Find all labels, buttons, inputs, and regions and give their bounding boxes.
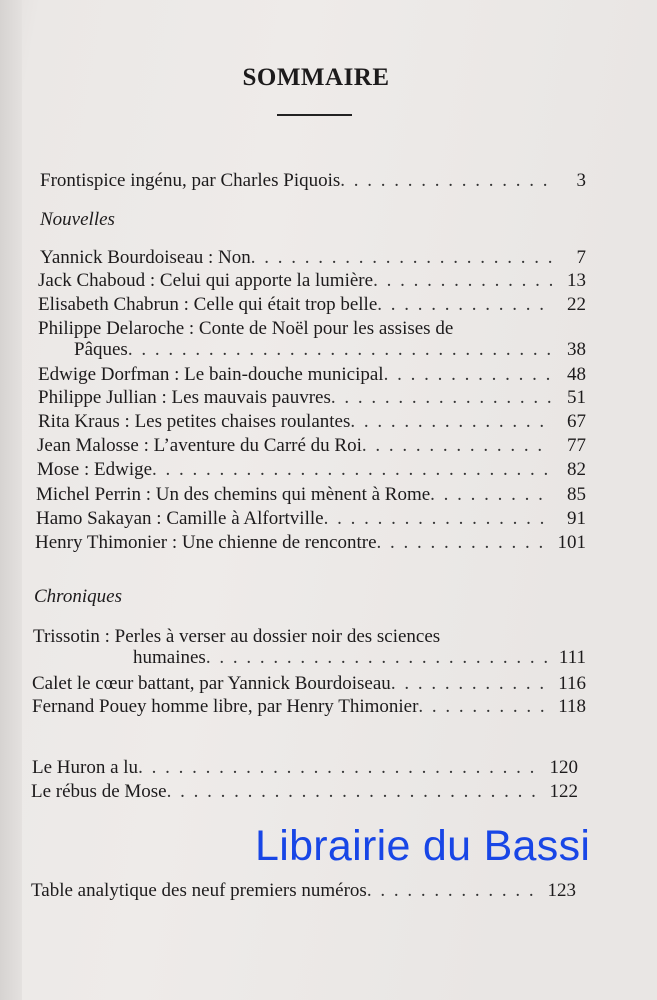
entry-page: 82	[567, 459, 586, 480]
toc-entry	[38, 411, 586, 432]
book-spine	[0, 0, 22, 1000]
leader-dots	[362, 435, 552, 456]
leader-dots	[384, 364, 552, 385]
leader-dots	[367, 880, 542, 901]
entry-page: 91	[567, 508, 586, 529]
leader-dots	[138, 757, 543, 778]
leader-dots	[340, 170, 552, 191]
toc-entry	[36, 508, 586, 529]
entry-page: 7	[576, 247, 586, 268]
entry-text: Jean Malosse : L’aventure du Carré du Roi	[37, 435, 362, 456]
entry-text: humaines	[133, 647, 206, 668]
entry-text: Edwige Dorfman : Le bain-douche municipal	[38, 364, 384, 385]
entry-page: 22	[567, 294, 586, 315]
leader-dots	[152, 459, 552, 480]
entry-text: Yannick Bourdoiseau : Non	[40, 247, 251, 268]
leader-dots	[251, 247, 552, 268]
entry-text: Frontispice ingénu, par Charles Piquois	[40, 170, 341, 191]
toc-entry-frontispice	[40, 170, 586, 191]
toc-entry	[38, 387, 586, 408]
leader-dots	[430, 484, 552, 505]
entry-text: Table analytique des neuf premiers numéros	[31, 880, 367, 901]
entry-text: Mose : Edwige	[37, 459, 153, 480]
entry-page: 77	[567, 435, 586, 456]
leader-dots	[128, 339, 552, 360]
leader-dots	[167, 781, 544, 802]
toc-entry	[32, 757, 578, 778]
title-underline	[277, 114, 352, 116]
leader-dots	[391, 673, 552, 694]
entry-text: Pâques	[74, 339, 128, 360]
leader-dots	[418, 696, 552, 717]
toc-entry-table	[31, 880, 576, 901]
entry-text: Le Huron a lu	[32, 757, 139, 778]
leader-dots	[324, 508, 552, 529]
toc-entry	[38, 270, 586, 291]
entry-text: Henry Thimonier : Une chienne de rencontre	[35, 532, 377, 553]
entry-page: 13	[567, 270, 586, 291]
watermark: Librairie du Bassi	[255, 822, 591, 870]
entry-text: Philippe Jullian : Les mauvais pauvres	[38, 387, 331, 408]
entry-text: Le rébus de Mose	[31, 781, 167, 802]
toc-entry	[32, 673, 586, 694]
entry-text: Elisabeth Chabrun : Celle qui était trop belle	[38, 294, 378, 315]
section-heading-chroniques: Chroniques	[34, 586, 122, 607]
entry-page: 51	[567, 387, 586, 408]
entry-page: 67	[567, 411, 586, 432]
toc-entry	[36, 484, 586, 505]
toc-entry	[37, 435, 586, 456]
entry-page: 111	[558, 647, 586, 668]
entry-page: 123	[547, 880, 576, 901]
entry-text: Michel Perrin : Un des chemins qui mènent à Rome	[36, 484, 431, 505]
toc-entry	[37, 459, 586, 480]
entry-page: 116	[558, 673, 586, 694]
entry-page: 118	[558, 696, 586, 717]
entry-text: Fernand Pouey homme libre, par Henry Thimonier	[32, 696, 419, 717]
entry-text: Jack Chaboud : Celui qui apporte la lumière	[38, 270, 374, 291]
entry-page: 85	[567, 484, 586, 505]
toc-entry	[40, 247, 586, 268]
toc-entry	[31, 781, 578, 802]
entry-page: 120	[549, 757, 578, 778]
leader-dots	[206, 647, 552, 668]
entry-text-line1: Trissotin : Perles à verser au dossier noir des sciences	[33, 626, 441, 647]
entry-text: Calet le cœur battant, par Yannick Bourdoiseau	[32, 673, 391, 694]
entry-page: 38	[567, 339, 586, 360]
entry-page: 48	[567, 364, 586, 385]
entry-text: Hamo Sakayan : Camille à Alfortville	[36, 508, 324, 529]
toc-entry	[32, 696, 586, 717]
toc-entry	[38, 318, 586, 360]
page-title: SOMMAIRE	[242, 64, 390, 91]
entry-text: Rita Kraus : Les petites chaises roulantes	[38, 411, 351, 432]
entry-page: 122	[549, 781, 578, 802]
toc-entry	[33, 626, 586, 668]
leader-dots	[331, 387, 552, 408]
entry-page: 101	[557, 532, 586, 553]
section-heading-nouvelles: Nouvelles	[40, 209, 115, 230]
entry-page: 3	[576, 170, 586, 191]
toc-entry	[35, 532, 586, 553]
toc-entry	[38, 364, 586, 385]
leader-dots	[377, 294, 552, 315]
leader-dots	[373, 270, 552, 291]
leader-dots	[377, 532, 552, 553]
entry-text-line1: Philippe Delaroche : Conte de Noël pour les assises de	[38, 318, 454, 339]
toc-entry	[38, 294, 586, 315]
leader-dots	[350, 411, 552, 432]
